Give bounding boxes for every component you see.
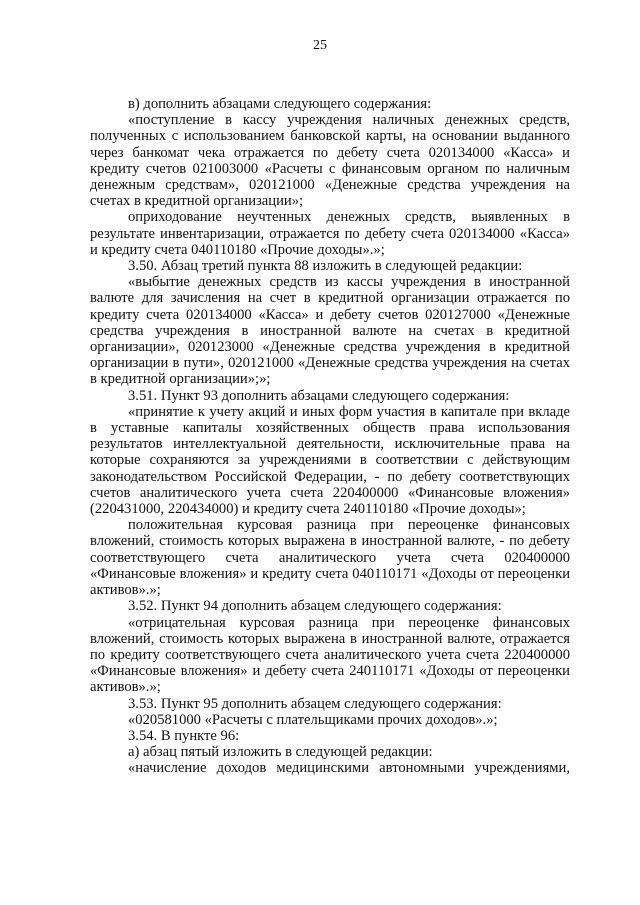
paragraph-unaccounted-cash: оприходование неучтенных денежных средств, выявленных в результате инвентаризации, отражается по дебету счета 020134000 «Касса» и кредиту счета 040110180 «Прочие доходы».»; [90,209,570,258]
paragraph-subitem-a: а) абзац пятый изложить в следующей редакции: [128,744,433,761]
paragraph-account-020581000: «020581000 «Расчеты с плательщиками прочих доходов».»; [128,711,498,728]
paragraph-item-3-50: 3.50. Абзац третий пункта 88 изложить в следующей редакции: [128,258,523,275]
paragraph-item-3-52: 3.52. Пункт 94 дополнить абзацем следующего содержания: [128,598,502,615]
paragraph-medical-autonomous-income: «начисление доходов медицинскими автономными учреждениями, [128,760,570,777]
page-number: 25 [313,38,327,53]
paragraph-item-3-53: 3.53. Пункт 95 дополнить абзацем следующего содержания: [128,695,502,712]
document-body [90,96,570,777]
paragraph-subitem-v: в) дополнить абзацами следующего содержания: [128,96,432,112]
paragraph-cash-receipt-card: «поступление в кассу учреждения наличных денежных средств, полученных с использованием банковской карты, на основании выданного через банкомат чека отражается по дебету счета 020134000 «Касса» и кредиту счетов 021003000 «Расчеты с финансовым органом по наличным денежным средствам», 020121000 «Денежные средства учреждения на счетах в кредитной организации»; [90,112,570,210]
paragraph-foreign-currency-disposal: «выбытие денежных средств из кассы учреждения в иностранной валюте для зачисления на счет в кредитной организации отражается по кредиту счета 020134000 «Касса» и дебету счетов 020127000 «Денежные средства учреждения в иностранной валюте на счетах в кредитной организации», 020123000 «Денежные средства учреждения в кредитной организации в пути», 020121000 «Денежные средства учреждения на счетах в кредитной организации»;»; [90,274,570,388]
paragraph-shares-acceptance: «принятие к учету акций и иных форм участия в капитале при вкладе в уставные капиталы хозяйственных обществ права использования результатов интеллектуальной деятельности, исключительные права на которые сохраняются за учреждениями в соответствии с действующим законодательством Российской Федерации, - по дебету соответствующих счетов аналитического учета счета 220400000 «Финансовые вложения» (220431000, 220434000) и кредиту счета 240110180 «Прочие доходы»; [90,403,570,518]
paragraph-item-3-54: 3.54. В пункте 96: [128,727,240,744]
paragraph-negative-exchange-difference: «отрицательная курсовая разница при переоценке финансовых вложений, стоимость которых выражена в иностранной валюте, отражается по кредиту соответствующего счета аналитического учета счета 220400000 «Финансовые вложения» и дебету счета 240110171 «Доходы от переоценки активов».»; [90,614,570,696]
paragraph-positive-exchange-difference: положительная курсовая разница при переоценке финансовых вложений, стоимость которых выражена в иностранной валюте, - по дебету соответствующего счета аналитического учета счета 020400000 «Финансовые вложения» и кредиту счета 040110171 «Доходы от переоценки активов».»; [90,517,570,599]
paragraph-item-3-51: 3.51. Пункт 93 дополнить абзацами следующего содержания: [128,387,510,404]
